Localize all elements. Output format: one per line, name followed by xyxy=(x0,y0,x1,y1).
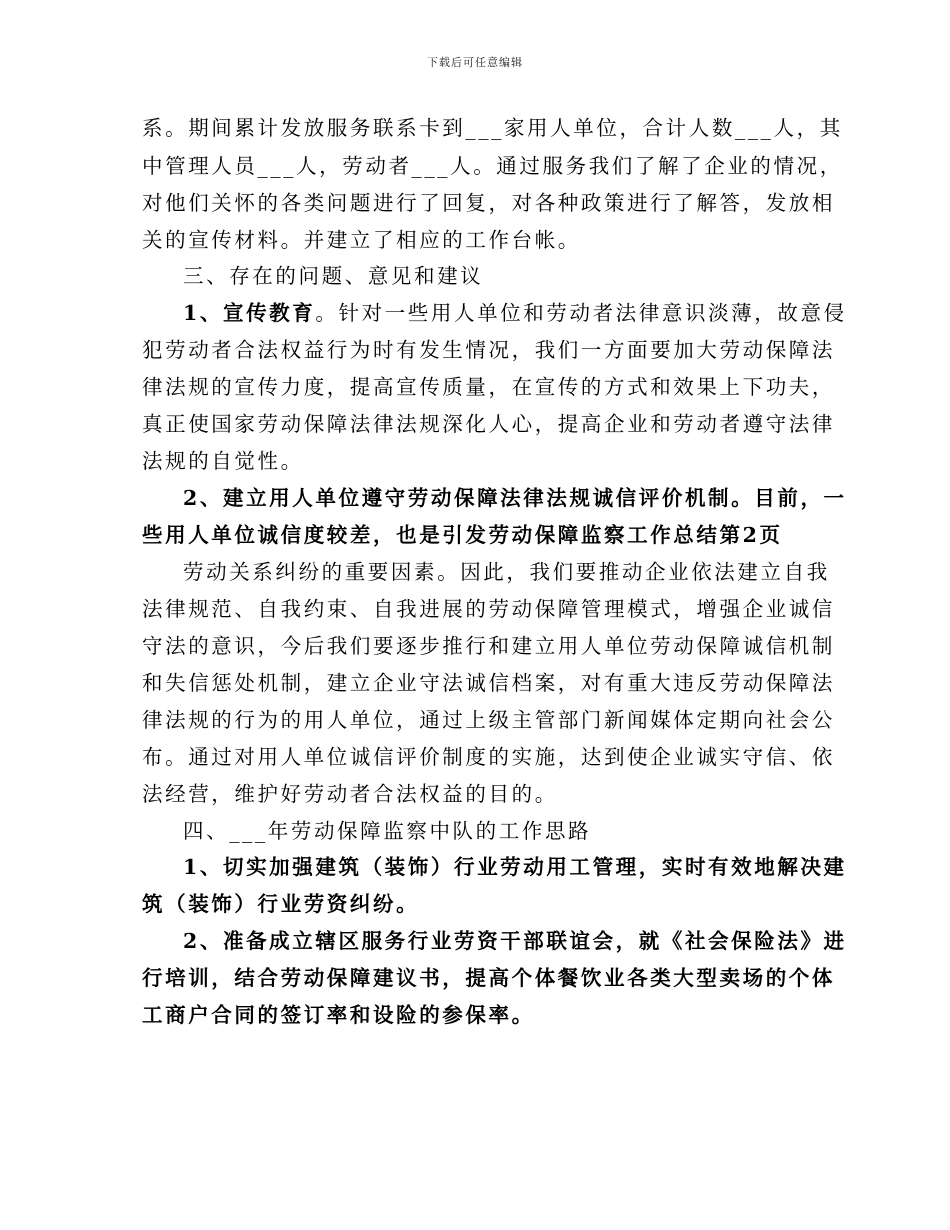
plan-item-1: 1、切实加强建筑（装饰）行业劳动用工管理，实时有效地解决建 xyxy=(183,855,847,879)
item-1-number: 1、 xyxy=(183,301,223,325)
plan-item-2: 2、准备成立辖区服务行业劳资干部联谊会，就《社会保险法》进 xyxy=(183,929,847,953)
paragraph-line: 真正使国家劳动保障法律法规深化人心，提高企业和劳动者遵守法律 xyxy=(142,412,835,436)
paragraph-line: 法规的自觉性。 xyxy=(142,449,304,473)
paragraph-line: 守法的意识，今后我们要逐步推行和建立用人单位劳动保障诚信机制 xyxy=(142,634,835,658)
paragraph-line: 关的宣传材料。并建立了相应的工作台帐。 xyxy=(142,228,581,252)
item-2-heading-cont: 些用人单位诚信度较差，也是引发劳动保障监察工作总结第2页 xyxy=(142,523,783,547)
paragraph-line: 律法规的行为的用人单位，通过上级主管部门新闻媒体定期向社会公 xyxy=(142,708,835,732)
paragraph-line: 系。期间累计发放服务联系卡到___家用人单位，合计人数___人，其 xyxy=(142,116,843,140)
paragraph-line: 法律规范、自我约束、自我进展的劳动保障管理模式，增强企业诚信 xyxy=(142,597,835,621)
paragraph-line: 和失信惩处机制，建立企业守法诚信档案，对有重大违反劳动保障法 xyxy=(142,671,835,695)
item-1-first-line xyxy=(183,299,847,327)
paragraph-line: 布。通过对用人单位诚信评价制度的实施，达到使企业诚实守信、依 xyxy=(142,745,835,769)
item-1-text: 。针对一些用人单位和劳动者法律意识淡薄，故意侵 xyxy=(315,301,847,325)
paragraph-line: 中管理人员___人，劳动者___人。通过服务我们了解了企业的情况， xyxy=(142,154,843,178)
section-heading-4: 四、___年劳动保障监察中队的工作思路 xyxy=(183,819,592,843)
item-1-heading: 宣传教育 xyxy=(222,301,316,325)
page-header: 下载后可任意编辑 xyxy=(427,56,523,69)
plan-item-2-cont: 行培训，结合劳动保障建议书，提高个体餐饮业各类大型卖场的个体 xyxy=(142,966,835,990)
paragraph-line: 法经营，维护好劳动者合法权益的目的。 xyxy=(142,782,558,806)
section-heading-3: 三、存在的问题、意见和建议 xyxy=(183,264,484,288)
paragraph-line: 律法规的宣传力度，提高宣传质量，在宣传的方式和效果上下功夫， xyxy=(142,375,835,399)
plan-item-1-cont: 筑（装饰）行业劳资纠纷。 xyxy=(142,892,420,916)
paragraph-line: 对他们关怀的各类问题进行了回复，对各种政策进行了解答，发放相 xyxy=(142,191,835,215)
paragraph-line: 劳动关系纠纷的重要因素。因此，我们要推动企业依法建立自我 xyxy=(183,560,830,584)
plan-item-2-cont: 工商户合同的签订率和设险的参保率。 xyxy=(142,1003,535,1027)
paragraph-line: 犯劳动者合法权益行为时有发生情况，我们一方面要加大劳动保障法 xyxy=(142,338,835,362)
item-2-heading: 2、建立用人单位遵守劳动保障法律法规诚信评价机制。目前，一 xyxy=(183,486,847,510)
